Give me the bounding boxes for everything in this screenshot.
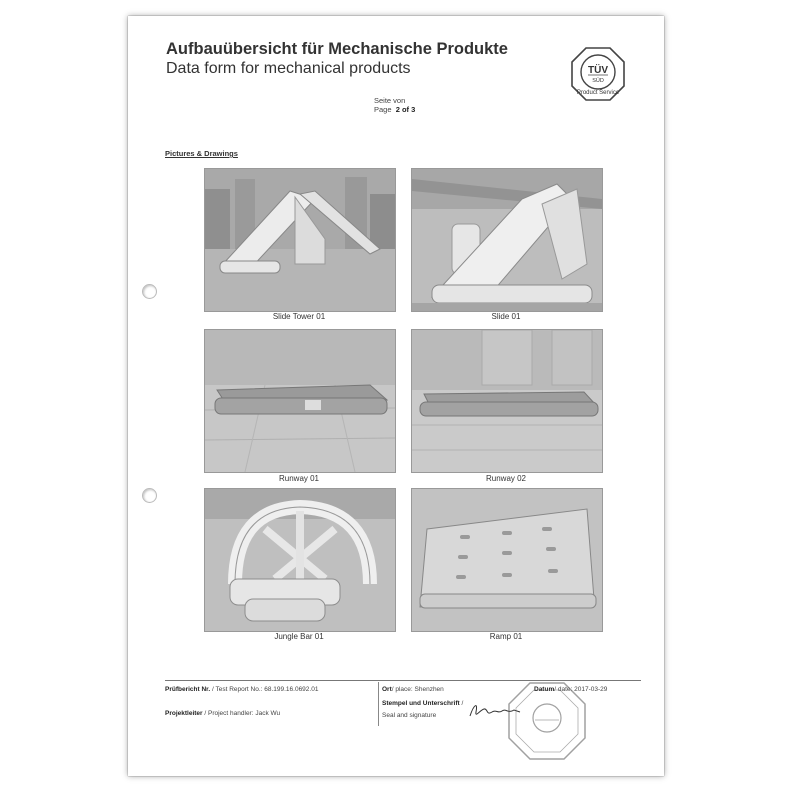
logo-caption: Product Service (576, 90, 620, 96)
page-label-de: Seite von (374, 96, 406, 105)
photo-caption: Runway 02 (485, 474, 527, 483)
inflatable-runway-photo-icon (412, 330, 602, 472)
photo-caption: Slide Tower 01 (272, 312, 326, 321)
date-label-en: / date: 2017-03-29 (554, 686, 608, 693)
seal-label-de: Stempel und Unterschrift (382, 700, 460, 707)
logo-subtext: SÜD (592, 78, 604, 84)
place-label-de: Ort (382, 686, 392, 693)
punch-hole-bottom (142, 488, 157, 503)
report-label-de: Prüfbericht Nr. (165, 686, 211, 693)
photo-caption: Jungle Bar 01 (274, 632, 324, 641)
seal-label-slash: / (461, 700, 464, 707)
footer-column-divider (378, 682, 379, 726)
inflatable-runway-photo-icon (205, 330, 395, 472)
photo-ramp (411, 488, 603, 632)
section-title: Pictures & Drawings (165, 149, 238, 158)
handler-label-en: / Project handler: Jack Wu (204, 710, 281, 717)
photo-caption: Slide 01 (491, 312, 521, 321)
photo-caption: Ramp 01 (489, 632, 523, 641)
photo-runway-01 (204, 329, 396, 473)
page-indicator (374, 96, 415, 114)
test-report-number (165, 686, 318, 693)
date-label-de: Datum (534, 686, 555, 693)
photo-slide-tower (204, 168, 396, 312)
seal-signature-label (382, 700, 463, 707)
photo-slide (411, 168, 603, 312)
report-label-en: / Test Report No.: 68.199.16.0692.01 (211, 686, 319, 693)
inflatable-jungle-bar-photo-icon (205, 489, 395, 631)
seal-signature-label-en: Seal and signature (382, 712, 437, 719)
page-number: 2 of 3 (395, 105, 416, 114)
inflatable-slide-photo-icon (412, 169, 602, 311)
photo-caption: Runway 01 (278, 474, 320, 483)
page-label-en: Page (374, 105, 392, 114)
place (382, 686, 444, 693)
tuv-seal-stamp-icon (506, 680, 588, 762)
title-german: Aufbauübersicht für Mechanische Produkte (166, 40, 508, 58)
title-english: Data form for mechanical products (166, 60, 411, 77)
inflatable-slide-tower-photo-icon (205, 169, 395, 311)
handler-label-de: Projektleiter (165, 710, 203, 717)
punch-hole-top (142, 284, 157, 299)
inflatable-ramp-photo-icon (412, 489, 602, 631)
document-page (128, 16, 664, 776)
logo-text: TÜV (588, 65, 608, 76)
project-handler (165, 710, 280, 717)
place-label-en: / place: Shenzhen (391, 686, 444, 693)
photo-runway-02 (411, 329, 603, 473)
photo-jungle-bar (204, 488, 396, 632)
